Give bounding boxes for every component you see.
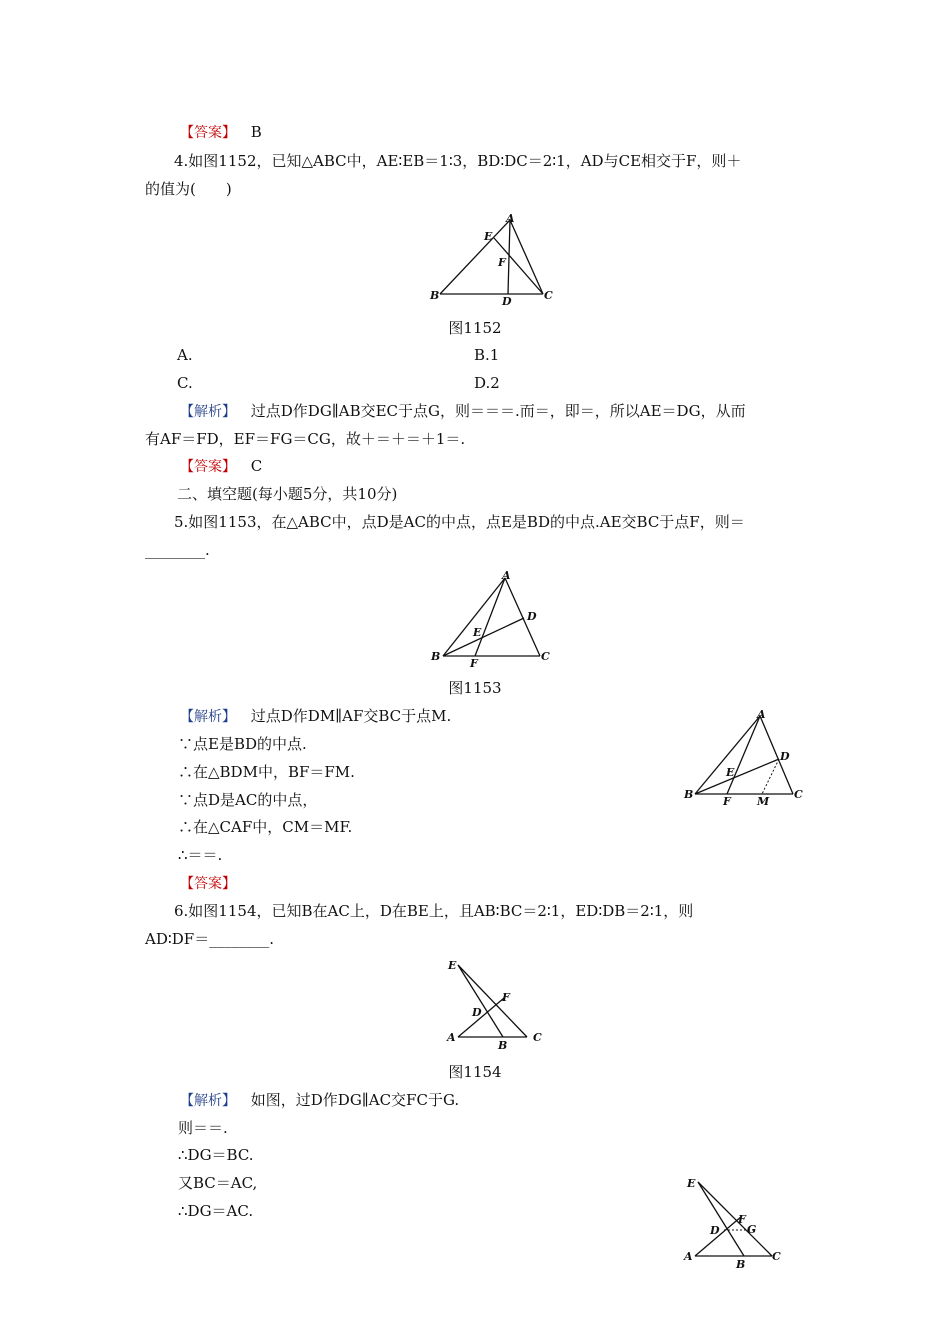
q6-label-b: B [498, 1039, 508, 1052]
section-heading: 二、填空题(每小题5分，共10分) [177, 485, 398, 503]
q3-answer-line [180, 122, 262, 143]
q4-analysis-line2: 有AF＝FD，EF＝FG＝CG，故＋＝＋＝＋1＝. [145, 430, 466, 448]
q4-label-e: E [484, 230, 493, 243]
answer-tag: 【答案】 [180, 876, 236, 892]
q6b-label-e: E [687, 1177, 696, 1190]
analysis-text: 过点D作DM∥AF交BC于点M. [250, 707, 452, 725]
q5-figure-caption: 图1153 [448, 679, 502, 697]
q5b-label-c: C [794, 788, 803, 801]
q5-step: ∴＝＝. [178, 846, 223, 864]
q6b-label-a: A [684, 1250, 693, 1263]
q5-analysis-figure [680, 706, 810, 806]
q5-label-f: F [470, 657, 478, 670]
q4-label-b: B [430, 289, 440, 302]
analysis-text: 如图，过D作DG∥AC交FC于G. [250, 1091, 460, 1109]
q6-step: ∴DG＝BC. [178, 1146, 254, 1164]
q5b-label-b: B [684, 788, 694, 801]
q4-option-c: C. [177, 374, 193, 392]
q4-label-f: F [498, 256, 506, 269]
q5b-label-f: F [723, 795, 731, 808]
q5-answer-line [180, 873, 236, 894]
q4-analysis-line1 [180, 401, 746, 422]
q5-step: ∵点E是BD的中点. [178, 735, 307, 753]
q6b-label-b: B [736, 1258, 746, 1271]
q4-figure [420, 208, 570, 308]
answer-value: B [250, 123, 262, 141]
answer-tag: 【答案】 [180, 459, 236, 475]
q6-label-e: E [448, 959, 457, 972]
q4-answer-line [180, 456, 262, 477]
analysis-tag: 【解析】 [180, 1093, 236, 1109]
analysis-text: 过点D作DG∥AB交EC于点G，则＝＝＝.而＝，即＝，所以AE＝DG，从而 [250, 402, 746, 420]
q4-option-d: D.2 [474, 374, 500, 392]
answer-tag: 【答案】 [180, 125, 236, 141]
q6-label-c: C [533, 1031, 542, 1044]
q6-step: ∴DG＝AC. [178, 1202, 254, 1220]
q6-step: 又BC＝AC, [178, 1174, 258, 1192]
q4-option-a: A. [177, 346, 193, 364]
q6b-label-c: C [772, 1250, 781, 1263]
q6-label-a: A [447, 1031, 456, 1044]
q6-label-d: D [472, 1006, 482, 1019]
q6b-label-g: G [747, 1223, 757, 1236]
q5-stem-line1: 5.如图1153，在△ABC中，点D是AC的中点，点E是BD的中点.AE交BC于点F，则＝ [174, 513, 745, 531]
analysis-tag: 【解析】 [180, 404, 236, 420]
q4-figure-caption: 图1152 [448, 319, 502, 337]
q5-figure [425, 568, 565, 668]
q5-step: ∴在△BDM中，BF＝FM. [178, 763, 355, 781]
q5-label-e: E [473, 626, 482, 639]
q6-figure [440, 955, 550, 1055]
q4-stem-line2: 的值为( ) [145, 180, 232, 198]
q6-analysis-line1 [180, 1090, 459, 1111]
analysis-tag: 【解析】 [180, 709, 236, 725]
q6-step: 则＝＝. [178, 1119, 228, 1137]
q5-analysis-line1 [180, 706, 451, 727]
q4-option-b: B.1 [474, 346, 500, 364]
q5b-label-a: A [757, 708, 766, 721]
q6b-label-d: D [710, 1224, 720, 1237]
answer-value: C [250, 457, 263, 475]
q6-figure-caption: 图1154 [448, 1063, 502, 1081]
q6-analysis-figure [680, 1172, 790, 1272]
q5-label-d: D [527, 610, 537, 623]
q6-stem-line1: 6.如图1154，已知B在AC上，D在BE上，且AB∶BC＝2∶1，ED∶DB＝2∶1，则 [174, 902, 694, 920]
q4-stem-line1: 4.如图1152，已知△ABC中，AE∶EB＝1∶3，BD∶DC＝2∶1，AD与CE相交于F，则＋ [174, 152, 742, 170]
q5b-label-d: D [780, 750, 790, 763]
q5-step: ∴在△CAF中，CM＝MF. [178, 818, 353, 836]
q5-step: ∵点D是AC的中点， [178, 791, 318, 809]
q4-label-d: D [502, 295, 512, 308]
q5b-label-e: E [726, 766, 735, 779]
q5-label-a: A [502, 569, 511, 582]
q4-label-a: A [506, 212, 515, 225]
q5-stem-line2: ________. [145, 541, 210, 559]
q6-stem-line2: AD∶DF＝________. [145, 930, 274, 948]
q5-label-b: B [431, 650, 441, 663]
q6b-label-f: F [738, 1213, 746, 1226]
q6-label-f: F [502, 991, 510, 1004]
q5b-label-m: M [757, 795, 770, 808]
q5-label-c: C [541, 650, 550, 663]
q4-label-c: C [544, 289, 553, 302]
